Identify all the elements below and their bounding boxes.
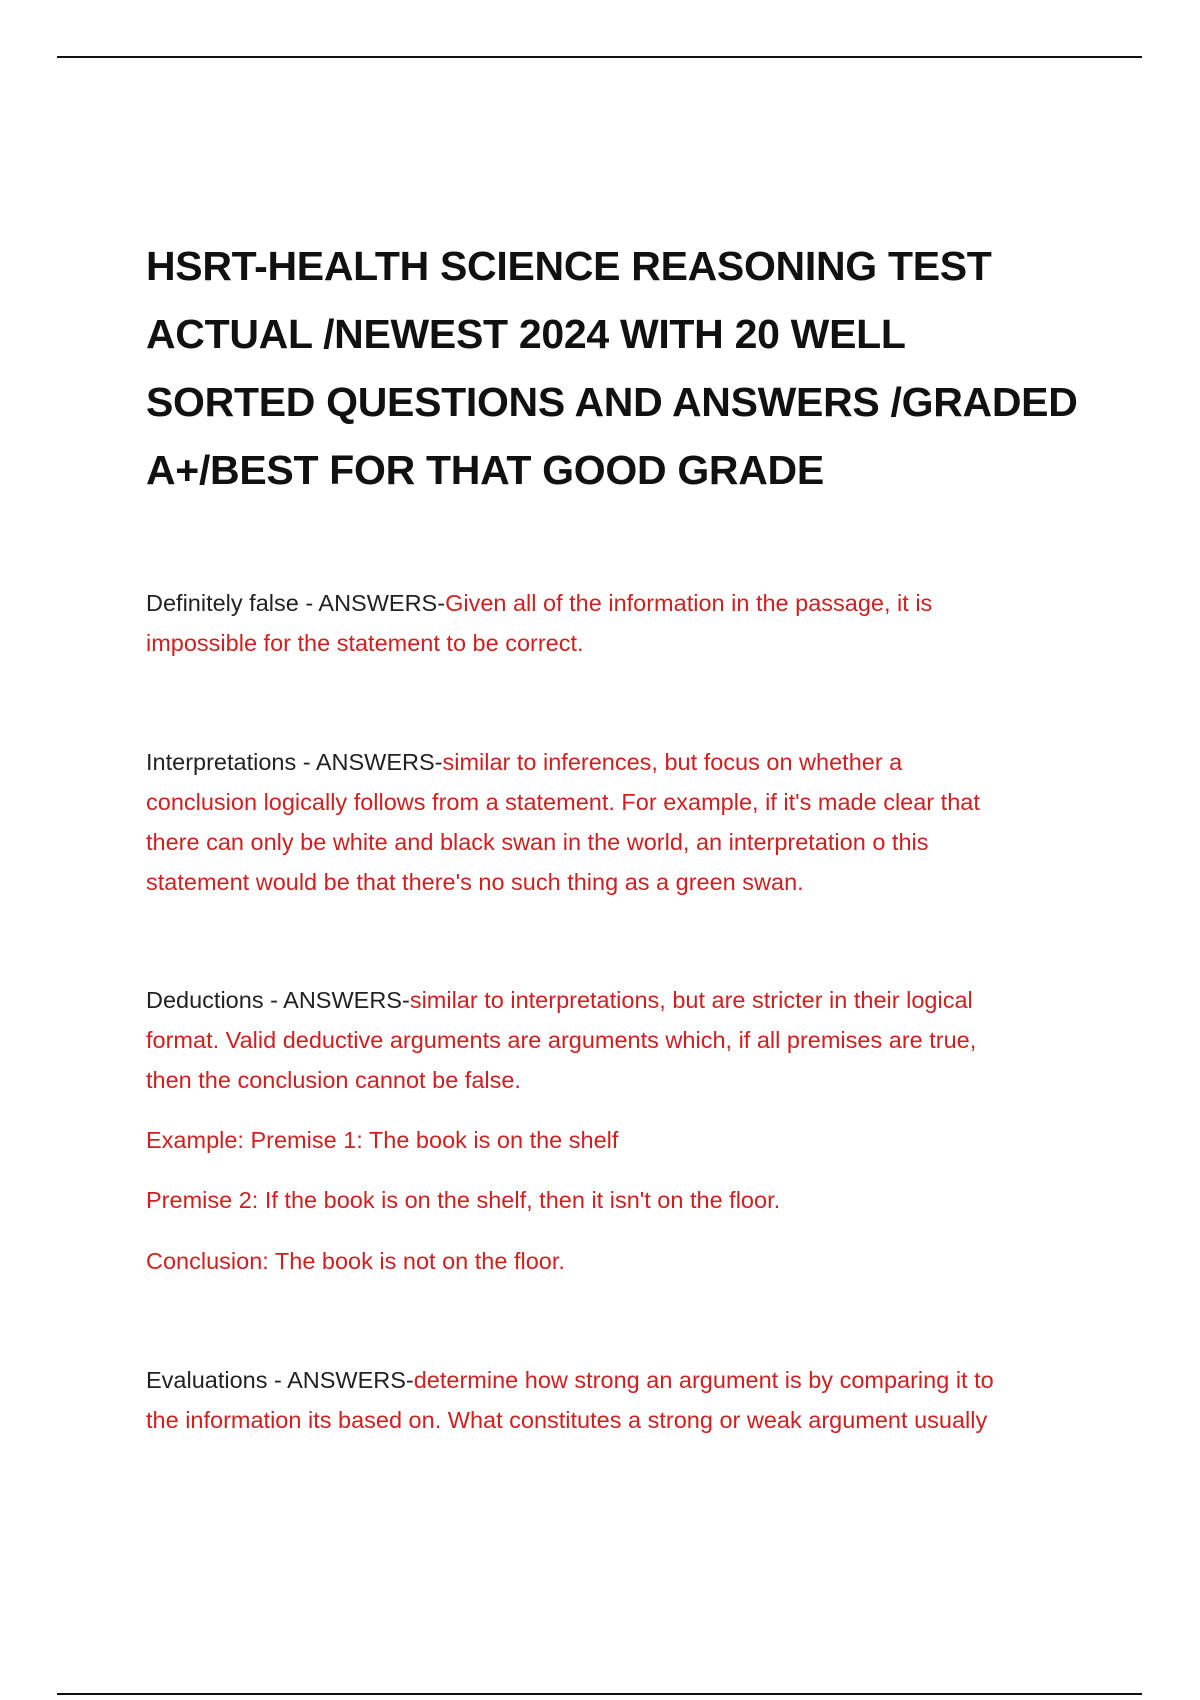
qa-answer-text: conclusion logically follows from a statement. For example, if it's made clear that	[146, 789, 980, 815]
qa-first-line	[146, 742, 1106, 782]
title-line-2: ACTUAL /NEWEST 2024 WITH 20 WELL	[146, 311, 906, 357]
example-premise-2: Premise 2: If the book is on the shelf, then it isn't on the floor.	[146, 1187, 781, 1213]
qa-term: Interpretations	[146, 749, 297, 775]
qa-answer-text: then the conclusion cannot be false.	[146, 1067, 521, 1093]
qa-answer-text: the information its based on. What constitutes a strong or weak argument usually	[146, 1407, 988, 1433]
title-line-4: A+/BEST FOR THAT GOOD GRADE	[146, 447, 824, 493]
top-rule	[57, 56, 1142, 58]
answers-separator: - ANSWERS-	[263, 987, 410, 1013]
qa-answer-text: format. Valid deductive arguments are arguments which, if all premises are true,	[146, 1027, 977, 1053]
qa-answer-text: determine how strong an argument is by comparing it to	[413, 1367, 994, 1393]
qa-first-line	[146, 1360, 1106, 1400]
qa-first-line	[146, 980, 1106, 1020]
qa-answer-text: similar to interpretations, but are stricter in their logical	[409, 987, 973, 1013]
answers-separator: - ANSWERS-	[267, 1367, 414, 1393]
qa-entry-deductions	[146, 980, 1106, 1100]
qa-term: Definitely false	[146, 590, 299, 616]
qa-entry-evaluations	[146, 1360, 1106, 1440]
example-conclusion: Conclusion: The book is not on the floor.	[146, 1248, 565, 1274]
title-line-1: HSRT-HEALTH SCIENCE REASONING TEST	[146, 243, 992, 289]
document-title	[146, 232, 1146, 504]
qa-term: Deductions	[146, 987, 264, 1013]
example-premise-1: Example: Premise 1: The book is on the shelf	[146, 1127, 619, 1153]
bottom-rule	[57, 1693, 1142, 1695]
qa-answer-text: there can only be white and black swan in the world, an interpretation o this	[146, 829, 929, 855]
qa-answer-text: statement would be that there's no such thing as a green swan.	[146, 869, 804, 895]
qa-entry-definitely-false	[146, 583, 1106, 663]
qa-term: Evaluations	[146, 1367, 268, 1393]
qa-entry-interpretations	[146, 742, 1106, 902]
qa-answer-text: impossible for the statement to be correct.	[146, 630, 584, 656]
qa-answer-text: Given all of the information in the passage, it is	[445, 590, 933, 616]
qa-answer-text: similar to inferences, but focus on whether a	[442, 749, 903, 775]
qa-first-line	[146, 583, 1106, 623]
answers-separator: - ANSWERS-	[296, 749, 443, 775]
answers-separator: - ANSWERS-	[298, 590, 446, 616]
title-line-3: SORTED QUESTIONS AND ANSWERS /GRADED	[146, 379, 1078, 425]
